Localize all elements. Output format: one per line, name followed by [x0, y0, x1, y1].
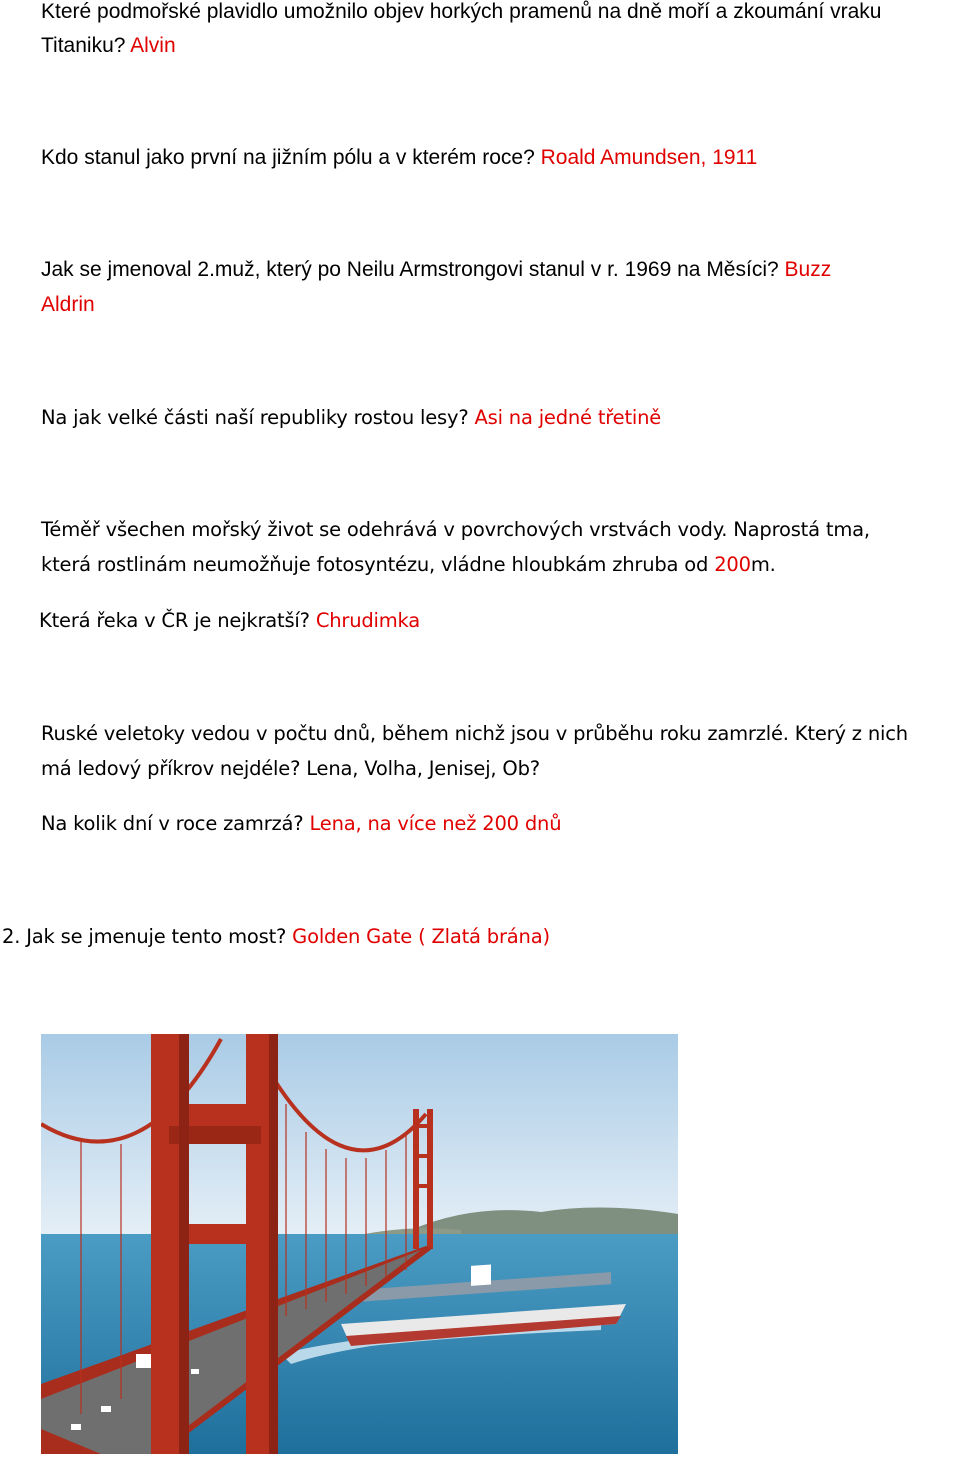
question-4 [41, 406, 661, 430]
question-7-line-2: má ledový příkrov nejdéle? Lena, Volha, Jenisej, Ob? [41, 757, 540, 780]
question-3 [41, 258, 831, 282]
question-2-text: Kdo stanul jako první na jižním pólu a v kterém roce? [41, 146, 535, 169]
question-5-line-2 [41, 553, 776, 577]
question-9-answer: Golden Gate ( Zlatá brána) [292, 925, 550, 948]
question-8 [41, 812, 561, 836]
question-2-answer: Roald Amundsen, 1911 [540, 146, 758, 169]
question-9-number: 2. [2, 925, 21, 948]
question-1-line-1: Které podmořské plavidlo umožnilo objev horkých pramenů na dně moří a zkoumání vraku [41, 0, 882, 23]
question-3-answer-part-1: Buzz [784, 258, 832, 281]
question-8-answer: Lena, na více než 200 dnů [309, 812, 562, 835]
question-1-answer: Alvin [130, 34, 176, 57]
question-1-line-2 [41, 34, 176, 58]
question-6-answer: Chrudimka [315, 609, 421, 632]
question-7-line-1: Ruské veletoky vedou v počtu dnů, během nichž jsou v průběhu roku zamrzlé. Který z nich [41, 722, 908, 745]
question-6 [39, 609, 420, 633]
question-4-answer: Asi na jedné třetině [474, 406, 662, 429]
question-5-text: která rostlinám neumožňuje fotosyntézu, vládne hloubkám zhruba od [41, 553, 709, 576]
question-4-text: Na jak velké části naší republiky rostou lesy? [41, 406, 469, 429]
question-8-text: Na kolik dní v roce zamrzá? [41, 812, 304, 835]
question-3-answer-part-2: Aldrin [41, 293, 95, 316]
question-5-unit: m. [750, 553, 776, 576]
question-9-text: Jak se jmenuje tento most? [26, 925, 287, 948]
question-1-text: Titaniku? [41, 34, 126, 57]
question-9 [2, 925, 550, 949]
question-6-text: Která řeka v ČR je nejkratší? [39, 609, 310, 632]
golden-gate-bridge-photo [41, 1034, 678, 1454]
question-2 [41, 146, 757, 170]
question-5-answer: 200 [714, 553, 751, 576]
question-5-line-1: Téměř všechen mořský život se odehrává v povrchových vrstvách vody. Naprostá tma, [41, 518, 870, 541]
question-3-text: Jak se jmenoval 2.muž, který po Neilu Armstrongovi stanul v r. 1969 na Měsíci? [41, 258, 779, 281]
